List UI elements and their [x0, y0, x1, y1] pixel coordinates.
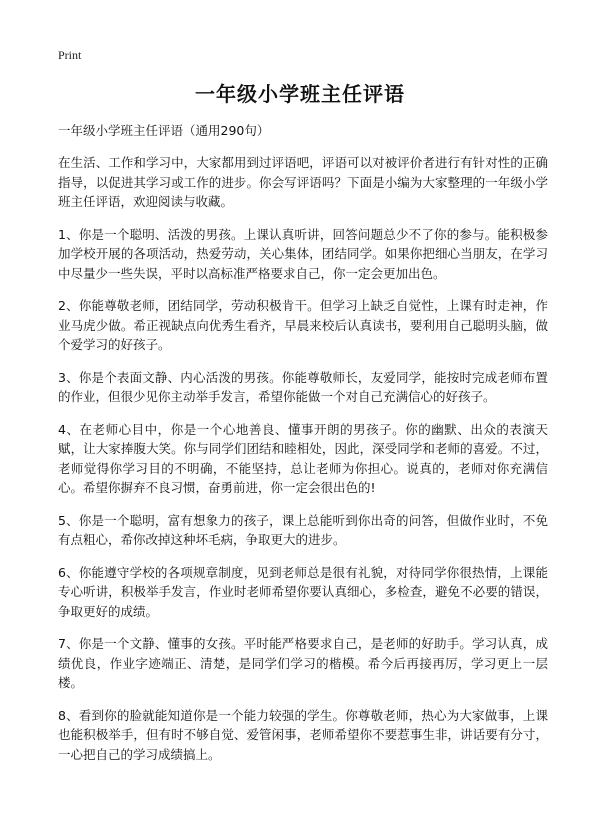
comment-paragraph-7: 7、你是一个文静、懂事的女孩。平时能严格要求自己，是老师的好助手。学习认真，成绩优良，作业字迹端正、清楚，是同学们学习的楷模。希今后再接再厉，学习更上一层楼。 — [58, 636, 548, 690]
comment-paragraph-4: 4、在老师心目中，你是一个心地善良、懂事开朗的男孩子。你的幽默、出众的表演天赋，让大家捧腹大笑。你与同学们团结和睦相处，因此，深受同学和老师的喜爱。不过，老师觉得你学习目的不明确，不能坚持，总让老师为你担心。说真的，老师对你充满信心。希望你摒弃不良习惯，奋勇前进，你一定会很出色的! — [58, 421, 548, 495]
article-body — [58, 121, 548, 777]
comment-paragraph-8: 8、看到你的脸就能知道你是一个能力较强的学生。你尊敬老师，热心为大家做事，上课也能积极举手，但有时不够自觉、爱管闲事，老师希望你不要惹事生非，讲话要有分寸，一心把自己的学习成绩搞上。 — [58, 707, 548, 762]
article-subtitle: 一年级小学班主任评语（通用290句） — [58, 123, 270, 138]
intro-paragraph: 在生活、工作和学习中，大家都用到过评语吧，评语可以对被评价者进行有针对性的正确指导，以促进其学习或工作的进步。你会写评语吗？下面是小编为大家整理的一年级小学班主任评语，欢迎阅读与收藏。 — [58, 155, 548, 209]
comment-paragraph-6: 6、你能遵守学校的各项规章制度，见到老师总是很有礼貌，对待同学你很热情，上课能专心听讲，积极举手发言，作业时老师希望你要认真细心，多检查，避免不必要的错误，争取更好的成绩。 — [58, 564, 548, 619]
page-title: 一年级小学班主任评语 — [195, 82, 405, 106]
comment-paragraph-3: 3、你是个表面文静、内心活泼的男孩。你能尊敬师长，友爱同学，能按时完成老师布置的作业，但很少见你主动举手发言，希望你能做一个对自己充满信心的好孩子。 — [58, 369, 548, 404]
comment-paragraph-1: 1、你是一个聪明、活泼的男孩。上课认真听讲，回答问题总少不了你的参与。能积极参加学校开展的各项活动，热爱劳动，关心集体，团结同学。如果你把细心当朋友，在学习中尽量少一些失误，平时以高标准严格要求自己，你一定会更加出色。 — [58, 226, 548, 281]
comment-paragraph-5: 5、你是一个聪明，富有想象力的孩子，课上总能听到你出奇的问答，但做作业时，不免有点粗心，希你改掉这种坏毛病，争取更大的进步。 — [58, 512, 548, 547]
print-link[interactable]: Print — [58, 48, 82, 62]
comment-paragraph-2: 2、你能尊敬老师，团结同学，劳动积极肯干。但学习上缺乏自觉性，上课有时走神，作业马虎少做。希正视缺点向优秀生看齐，早晨来校后认真读书，要利用自己聪明头脑，做个爱学习的好孩子。 — [58, 298, 548, 352]
